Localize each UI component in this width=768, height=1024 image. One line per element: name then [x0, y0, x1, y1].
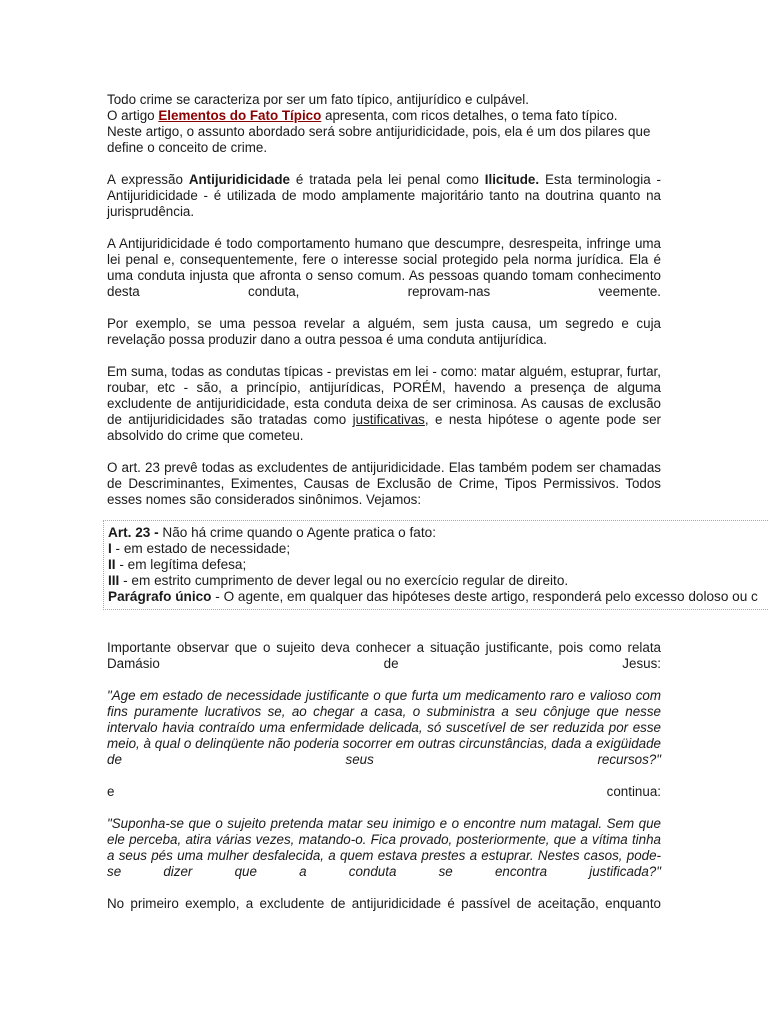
paragraph-expression: A expressão Antijuridicidade é tratada pela lei penal como Ilicitude. Esta terminologia - Antijuridicidade - é utilizada de modo amplamente majoritário tanto na doutrina quanto na jurisprudência.: [107, 172, 662, 219]
paragraph-important: Importante observar que o sujeito deva conhecer a situação justificante, pois como relata Damásio de Jesus:: [107, 640, 661, 671]
quote-2: "Suponha-se que o sujeito pretenda matar seu inimigo e o encontre num matagal. Sem que ele perceba, atira várias vezes, matando-o. Fica provado, posteriormente, que a vítima tinha a seus pés uma mulher desfalecida, a quem estava prestes a estuprar. Nestes casos, pode-se dizer que a conduta se encontra justificada?": [107, 816, 661, 879]
art-heading: Art. 23 -: [108, 525, 159, 540]
paragraph-example: Por exemplo, se uma pessoa revelar a alguém, sem justa causa, um segredo e cuja revelação possa produzir dano a outra pessoa é uma conduta antijurídica.: [107, 316, 661, 347]
paragraph-conclusion: No primeiro exemplo, a excludente de antijuridicidade é passível de aceitação, enquanto: [107, 896, 661, 911]
paragraph-summary: Em suma, todas as condutas típicas - previstas em lei - como: matar alguém, estuprar, furtar, roubar, etc - são, a princípio, antijurídicas, PORÉM, havendo a presença de alguma excludente de antijuridicidade, esta conduta deixa de ser criminosa. As causas de exclusão de antijuridicidades são tratadas como justificativas, e nesta hipótese o agente pode ser absolvido do crime que cometeu.: [107, 364, 661, 443]
link-justificativas[interactable]: justificativas: [352, 412, 425, 427]
intro-line: Todo crime se caracteriza por ser um fato típico, antijurídico e culpável.: [107, 92, 529, 107]
term-ilicitude: Ilicitude.: [484, 172, 540, 187]
law-quote-box: Art. 23 - Não há crime quando o Agente pratica o fato: I - em estado de necessidade; II - em legítima defesa; III - em estrito cumprimento de dever legal ou no exercício regular de direito. Parágrafo único - O agente, em qualquer das hipóteses deste artigo, responderá pelo excesso doloso ou c: [103, 520, 768, 610]
paragraph-intro: Todo crime se caracteriza por ser um fato típico, antijurídico e culpável. O artigo Elementos do Fato Típico apresenta, com ricos detalhes, o tema fato típico. Neste artigo, o assunto abordado será sobre antijuridicidade, pois, ela é um dos pilares que define o conceito de crime.: [107, 92, 651, 155]
quote-1: "Age em estado de necessidade justificante o que furta um medicamento raro e valioso com fins puramente lucrativos se, ao chegar a casa, o subministra a seu cônjuge que nesse intervalo havia contraído uma enfermidade delicada, só suscetível de ser reduzida por esse meio, à qual o delinqüente não poderia socorrer em outras circunstâncias, dada a exigüidade de seus recursos?": [107, 688, 661, 767]
term-antijuridicidade: Antijuridicidade: [188, 172, 290, 187]
article-body: [107, 92, 758, 912]
paragraph-art23: O art. 23 prevê todas as excludentes de antijuridicidade. Elas também podem ser chamadas de Descriminantes, Eximentes, Causas de Exclusão de Crime, Tipos Permissivos. Todos esses nomes são considerados sinônimos. Vejamos:: [107, 460, 661, 507]
link-elementos-fato-tipico[interactable]: Elementos do Fato Típico: [158, 108, 322, 123]
paragraph-continua: e continua:: [107, 784, 661, 799]
paragraph-definition: A Antijuridicidade é todo comportamento humano que descumpre, desrespeita, infringe uma lei penal e, consequentemente, fere o interesse social protegido pela norma jurídica. Ela é uma conduta injusta que afronta o senso comum. As pessoas quando tomam conhecimento desta conduta, reprovam-nas veemente.: [107, 236, 661, 299]
